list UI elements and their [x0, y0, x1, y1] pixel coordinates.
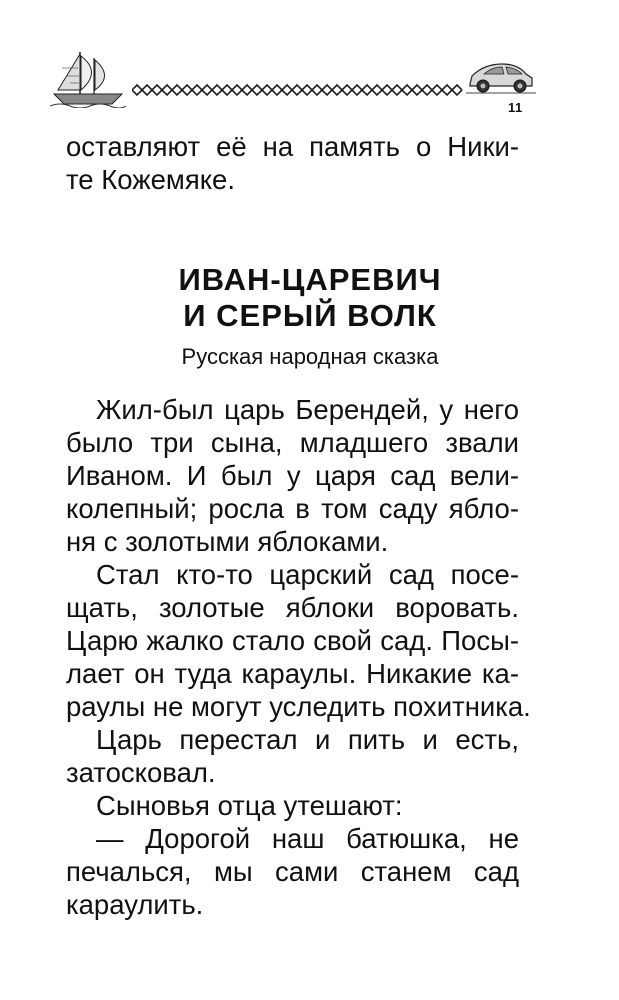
text-line: щать, золотые яблоки воровать. — [66, 592, 519, 623]
text-line: Иваном. И был у царя сад вели- — [66, 460, 519, 491]
car-icon — [466, 60, 536, 94]
text-line: Жил-был царь Берендей, у него — [96, 394, 519, 425]
text-line: Царь перестал и пить и есть, — [96, 724, 519, 755]
page-number: 11 — [508, 100, 523, 115]
text-line: колепный; росла в том саду ябло- — [66, 493, 519, 524]
text-line: было три сына, младшего звали — [66, 427, 519, 458]
text-line: Стал кто-то царский сад посе- — [96, 559, 519, 590]
text-line: оставляют её на память о Ники- — [66, 131, 519, 162]
story-title-line-1: ИВАН-ЦАРЕВИЧ — [178, 262, 442, 297]
intro-paragraph — [66, 130, 519, 196]
page-header — [0, 0, 619, 130]
text-line: Сыновья отца утешают: — [96, 790, 403, 821]
zigzag-divider — [132, 82, 464, 98]
text-line: печалься, мы сами станем сад — [66, 856, 519, 887]
text-line: караулить. — [66, 889, 204, 920]
text-line: затосковал. — [66, 757, 216, 788]
story-subtitle: Русская народная сказка — [181, 344, 439, 369]
story-title-line-2: И СЕРЫЙ ВОЛК — [183, 298, 437, 333]
text-line: ня с золотыми яблоками. — [66, 526, 389, 557]
text-line: — Дорогой наш батюшка, не — [96, 823, 519, 854]
story-body — [66, 393, 531, 921]
text-line: Царю жалко стало свой сад. Посы- — [66, 625, 519, 656]
text-line: те Кожемяке. — [66, 164, 235, 195]
sailboat-icon — [50, 50, 126, 108]
text-line: раулы не могут уследить похитника. — [66, 691, 531, 722]
text-line: лает он туда караулы. Никакие ка- — [66, 658, 519, 689]
